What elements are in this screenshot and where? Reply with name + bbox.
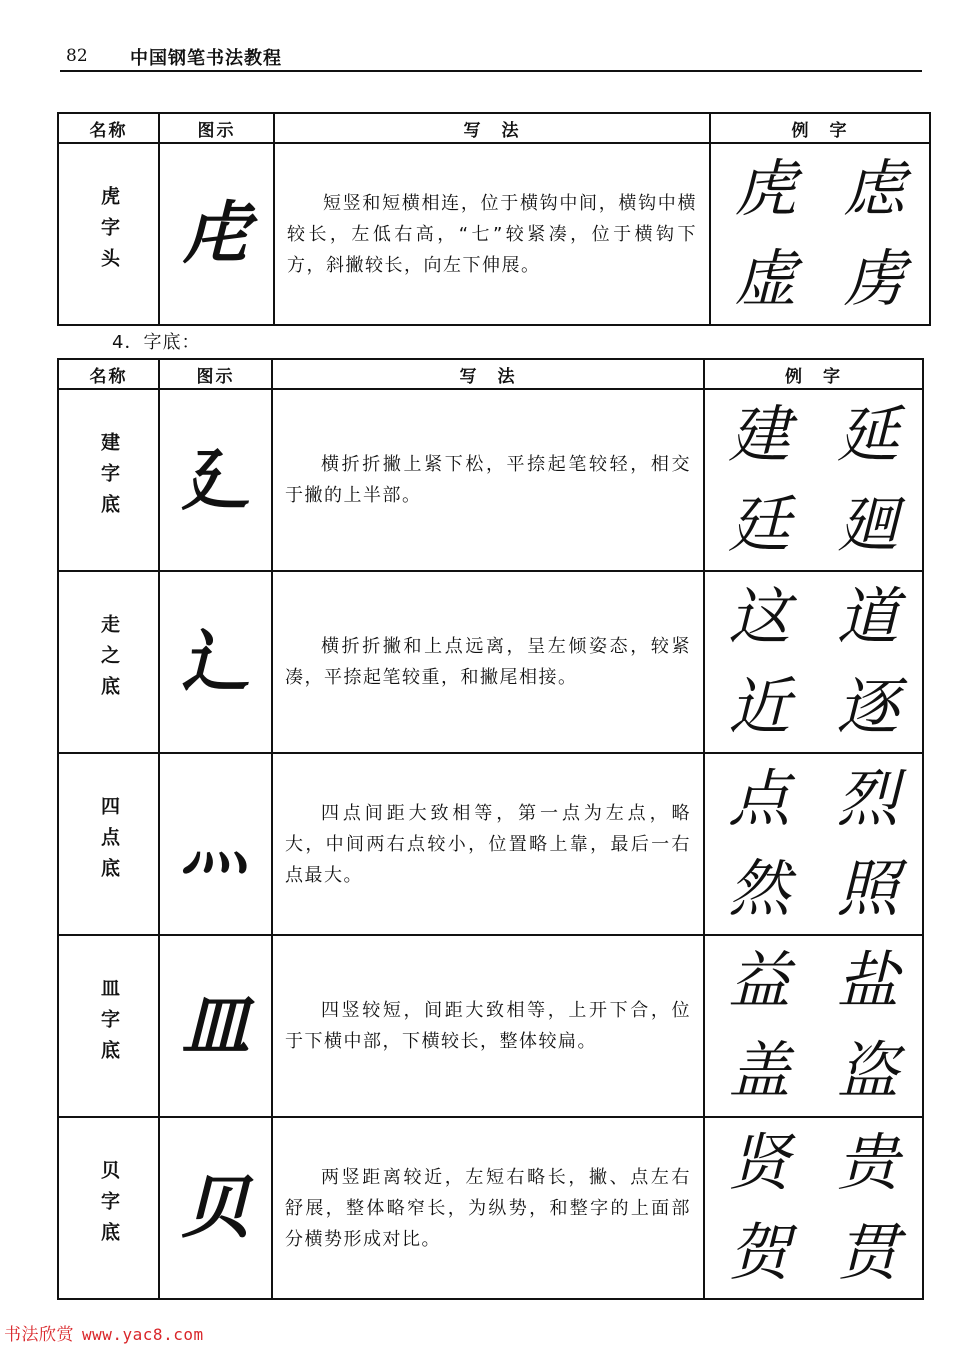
header-rule	[60, 70, 922, 72]
examples-cell	[710, 143, 930, 325]
example-char: 点	[728, 762, 791, 835]
method-text: 两竖距离较近，左短右略长，撇、点左右舒展，整体略窄长，为纵势，和整字的上面部分横势形成对比。	[285, 1166, 691, 1250]
example-char: 这	[728, 580, 791, 653]
table-row	[58, 1117, 923, 1299]
top-stroke-table	[57, 112, 931, 326]
col-header-diagram: 图示	[159, 113, 274, 143]
example-char: 盗	[836, 1034, 899, 1107]
radical-diagram: 虍	[182, 194, 251, 274]
radical-diagram: 廴	[181, 440, 250, 520]
example-char: 盐	[836, 944, 899, 1017]
radical-name-cell	[58, 935, 159, 1117]
examples-cell	[704, 389, 923, 571]
radical-diagram-cell	[159, 1117, 272, 1299]
method-cell	[272, 389, 704, 571]
example-char: 虑	[843, 152, 906, 225]
radical-name-cell	[58, 389, 159, 571]
method-text: 横折折撇和上点远离，呈左倾姿态，较紧凑，平捺起笔较重，和撇尾相接。	[285, 636, 691, 688]
col-header-diagram: 图示	[159, 359, 272, 389]
method-text: 四点间距大致相等，第一点为左点，略大，中间两右点较小，位置略上靠，最后一右点最大。	[285, 802, 691, 886]
table-row	[58, 389, 923, 571]
radical-diagram-cell	[159, 935, 272, 1117]
example-char: 逐	[836, 670, 899, 743]
radical-name-cell	[58, 753, 159, 935]
radical-diagram: 贝	[181, 1168, 250, 1248]
bottom-stroke-table	[57, 358, 924, 1300]
examples-cell	[704, 571, 923, 753]
radical-diagram: 灬	[181, 804, 250, 884]
example-char: 贵	[836, 1126, 899, 1199]
method-text: 短竖和短横相连，位于横钩中间，横钩中横较长，左低右高，“七”较紧凑，位于横钩下方，斜撇较长，向左下伸展。	[287, 192, 697, 276]
examples-cell	[704, 1117, 923, 1299]
method-cell	[272, 1117, 704, 1299]
page-header	[60, 40, 922, 70]
table-header-row	[58, 113, 930, 143]
method-cell	[272, 935, 704, 1117]
examples-cell	[704, 935, 923, 1117]
col-header-examples: 例 字	[704, 359, 923, 389]
example-char: 照	[836, 852, 899, 925]
col-header-examples: 例 字	[710, 113, 930, 143]
method-text: 横折折撇上紧下松，平捺起笔较轻，相交于撇的上半部。	[285, 454, 691, 506]
example-char: 烈	[836, 762, 899, 835]
example-char: 道	[836, 580, 899, 653]
col-header-method: 写 法	[274, 113, 710, 143]
example-char: 然	[728, 852, 791, 925]
example-char: 贤	[728, 1126, 791, 1199]
watermark-site-name: 书法欣赏	[4, 1325, 74, 1345]
page-number: 82	[66, 46, 88, 66]
radical-name: 皿字底	[98, 977, 120, 1071]
col-header-method: 写 法	[272, 359, 704, 389]
radical-name: 走之底	[98, 613, 120, 707]
example-char: 虚	[734, 242, 797, 315]
radical-name-cell	[58, 1117, 159, 1299]
example-char: 廷	[728, 488, 791, 561]
radical-name: 建字底	[98, 431, 120, 525]
method-cell	[272, 571, 704, 753]
radical-diagram: 辶	[181, 622, 250, 702]
col-header-name: 名称	[58, 113, 159, 143]
example-char: 虎	[734, 152, 797, 225]
method-cell	[274, 143, 710, 325]
site-watermark	[4, 1320, 204, 1345]
radical-diagram-cell	[159, 389, 272, 571]
table-row	[58, 143, 930, 325]
method-cell	[272, 753, 704, 935]
watermark-url: www.yac8.com	[82, 1325, 204, 1344]
example-char: 建	[728, 398, 791, 471]
example-char: 贺	[728, 1216, 791, 1289]
table-row	[58, 935, 923, 1117]
example-char: 贯	[836, 1216, 899, 1289]
radical-name: 四点底	[98, 795, 120, 889]
radical-name: 贝字底	[98, 1159, 120, 1253]
table-row	[58, 571, 923, 753]
method-text: 四竖较短，间距大致相等，上开下合，位于下横中部，下横较长，整体较扁。	[285, 1000, 691, 1052]
table-row	[58, 753, 923, 935]
radical-diagram-cell	[159, 571, 272, 753]
radical-diagram: 皿	[181, 986, 250, 1066]
radical-name: 虎字头	[98, 185, 120, 279]
radical-name-cell	[58, 143, 159, 325]
example-char: 延	[836, 398, 899, 471]
example-char: 近	[728, 670, 791, 743]
radical-diagram-cell	[159, 753, 272, 935]
example-char: 廻	[836, 488, 899, 561]
book-title: 中国钢笔书法教程	[130, 48, 282, 69]
table-header-row	[58, 359, 923, 389]
example-char: 益	[728, 944, 791, 1017]
radical-diagram-cell	[159, 143, 274, 325]
examples-cell	[704, 753, 923, 935]
col-header-name: 名称	[58, 359, 159, 389]
example-char: 虏	[843, 242, 906, 315]
section-label: 4．字底：	[112, 332, 201, 353]
example-char: 盖	[728, 1034, 791, 1107]
radical-name-cell	[58, 571, 159, 753]
